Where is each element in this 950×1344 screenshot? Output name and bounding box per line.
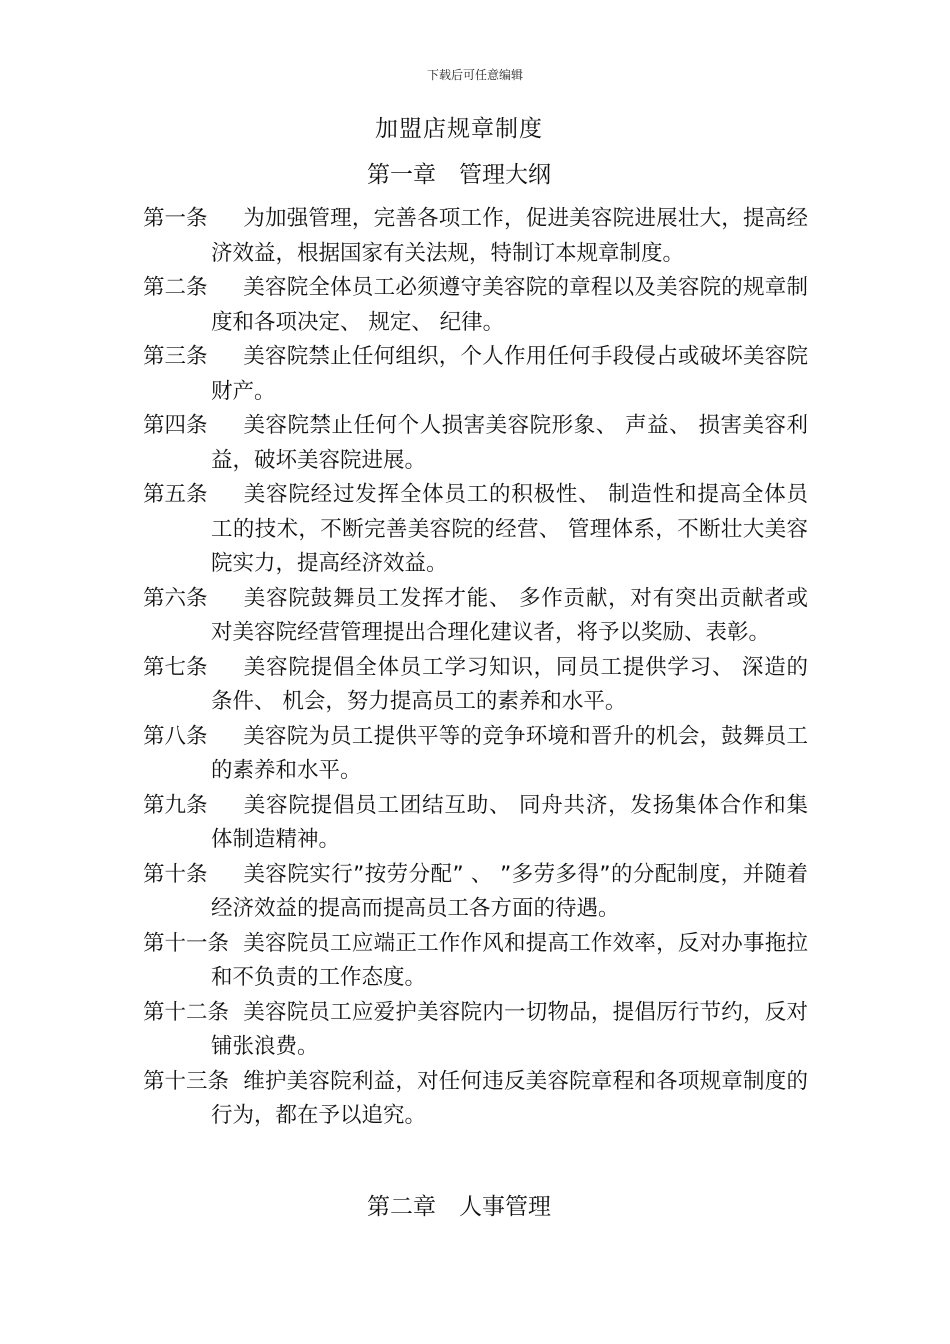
article-label: 第一条: [143, 206, 208, 231]
article-label: 第十三条: [143, 1068, 230, 1094]
article-text: 美容院员工应端正工作作风和提高工作效率，反对办事拖拉和不负责的工作态度。: [211, 930, 808, 990]
article-text: 美容院禁止任何个人损害美容院形象、 声益、 损害美容利益，破坏美容院进展。: [211, 413, 808, 473]
article-list: [143, 202, 808, 1134]
article-text: 美容院鼓舞员工发挥才能、 多作贡献，对有突出贡献者或对美容院经营管理提出合理化建议者，将予以奖励、表彰。: [211, 585, 808, 645]
article-6: [143, 582, 808, 651]
article-text: 美容院为员工提供平等的竞争环境和晋升的机会，鼓舞员工的素养和水平。: [211, 723, 808, 783]
article-label: 第二条: [143, 275, 208, 300]
article-text: 美容院提倡员工团结互助、 同舟共济，发扬集体合作和集体制造精神。: [211, 792, 808, 852]
article-text: 美容院禁止任何组织，个人作用任何手段侵占或破坏美容院财产。: [211, 344, 808, 404]
article-text: 维护美容院利益，对任何违反美容院章程和各项规章制度的行为，都在予以追究。: [211, 1068, 808, 1128]
chapter-title-1: 第一章 管理大纲: [367, 162, 551, 188]
article-text: 美容院提倡全体员工学习知识，同员工提供学习、 深造的条件、 机会，努力提高员工的素养和水平。: [211, 654, 808, 714]
article-8: [143, 720, 808, 789]
article-12: [143, 996, 808, 1065]
article-label: 第六条: [143, 585, 208, 611]
article-label: 第十二条: [143, 999, 230, 1025]
article-text: 美容院实行”按劳分配” 、 ”多劳多得”的分配制度，并随着经济效益的提高而提高员工各方面的待遇。: [211, 861, 808, 921]
article-label: 第五条: [143, 482, 208, 507]
article-7: [143, 651, 808, 720]
article-text: 美容院全体员工必须遵守美容院的章程以及美容院的规章制度和各项决定、 规定、 纪律。: [211, 275, 808, 335]
article-13: [143, 1065, 808, 1134]
article-10: [143, 858, 808, 927]
article-11: [143, 927, 808, 996]
article-label: 第七条: [143, 654, 208, 680]
article-text: 美容院经过发挥全体员工的积极性、 制造性和提高全体员工的技术，不断完善美容院的经营、 管理体系，不断壮大美容院实力，提高经济效益。: [211, 482, 808, 576]
article-label: 第九条: [143, 792, 208, 818]
chapter-title-2: 第二章 人事管理: [367, 1194, 551, 1220]
article-1: [143, 202, 808, 271]
document-title: 加盟店规章制度: [375, 116, 543, 142]
article-4: [143, 409, 808, 478]
article-label: 第四条: [143, 413, 208, 438]
article-label: 第八条: [143, 723, 208, 749]
article-2: [143, 271, 808, 340]
article-label: 第十条: [143, 861, 208, 887]
article-5: [143, 478, 808, 582]
article-text: 美容院员工应爱护美容院内一切物品，提倡厉行节约，反对铺张浪费。: [211, 999, 808, 1059]
article-text: 为加强管理，完善各项工作，促进美容院进展壮大，提高经济效益，根据国家有关法规，特制订本规章制度。: [211, 206, 808, 266]
article-label: 第三条: [143, 344, 208, 369]
article-9: [143, 789, 808, 858]
article-3: [143, 340, 808, 409]
article-label: 第十一条: [143, 930, 230, 956]
header-note: 下载后可任意编辑: [426, 68, 523, 82]
